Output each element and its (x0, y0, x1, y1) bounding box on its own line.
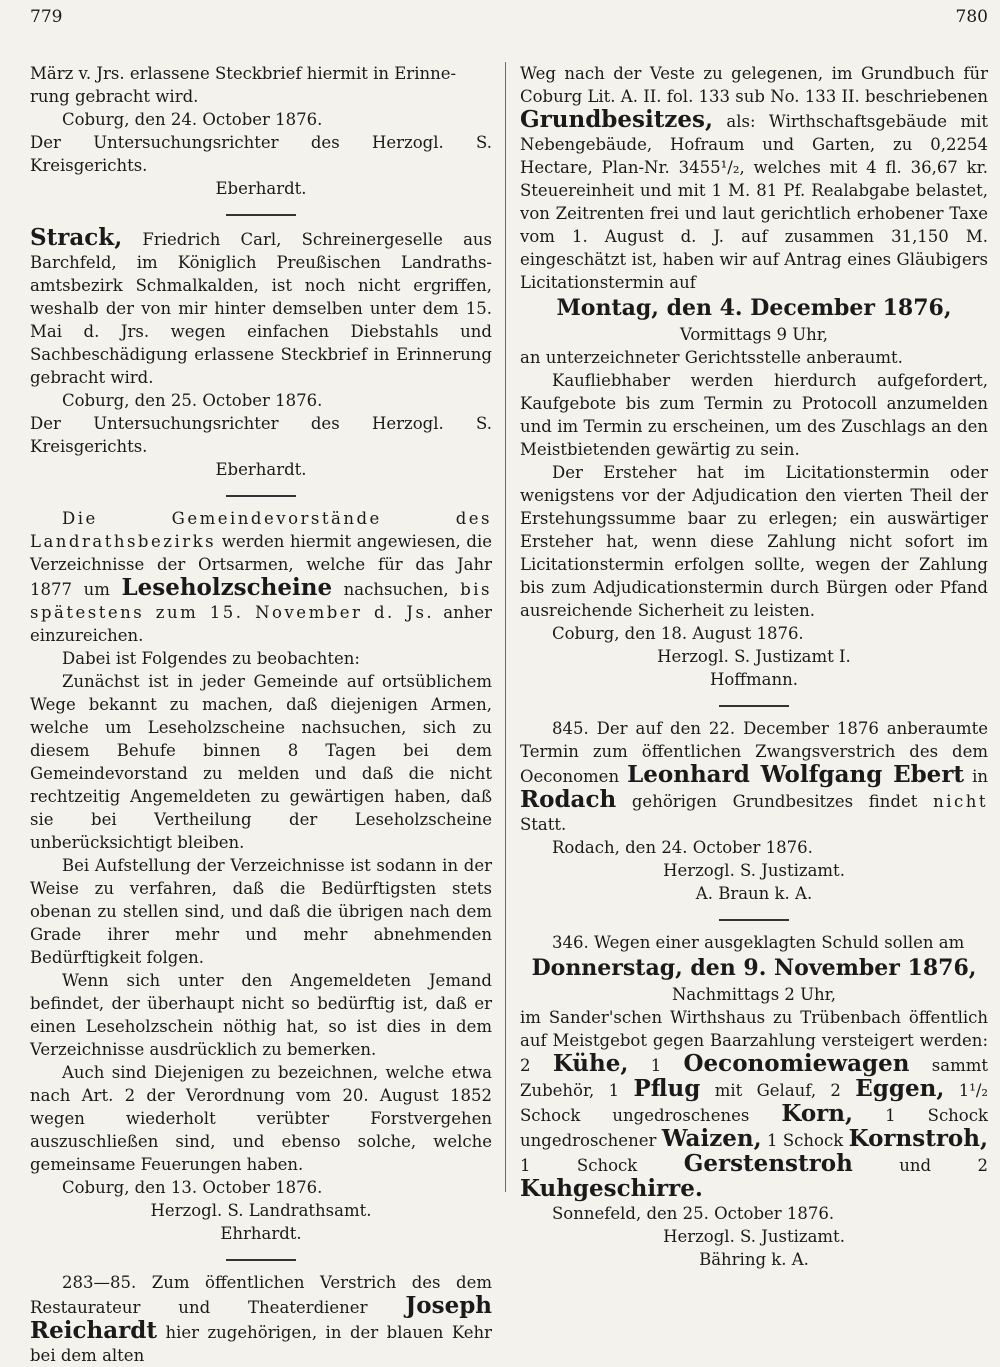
signature: Bähring k. A. (699, 1250, 809, 1269)
notice-text: Kaufliebhaber werden hierdurch aufgefordert, Kaufgebote bis zum Termin zu Protocoll anzumelden und im Termin zu erscheinen, um des Zuschlags an den Meistbietenden gewärtig zu sein. (520, 371, 988, 459)
place-date: Coburg, den 24. October 1876. (62, 110, 323, 129)
auction-time: Nachmittags 2 Uhr, (671, 985, 837, 1004)
notice-body: 845. Der auf den 22. December 1876 anberaumte Termin zum öffentlichen Zwangsverstrich des dem Oeconomen (520, 719, 988, 786)
item-oeconomiewagen: Oeconomiewagen (683, 1050, 910, 1077)
notice-leseholzscheine (30, 507, 492, 1245)
person-name: Joseph Reichardt (30, 1292, 492, 1344)
item-korn: Korn, (781, 1100, 854, 1127)
item-eggen: Eggen, (855, 1075, 945, 1102)
notice-body: 1 Schock (761, 1131, 849, 1150)
left-column (30, 62, 492, 1367)
notice-body: und 2 (852, 1156, 988, 1175)
place-date: Sonnefeld, den 25. October 1876. (552, 1204, 835, 1223)
place-date: Rodach, den 24. October 1876. (552, 838, 813, 857)
section-rule (226, 214, 296, 216)
notice-body: anher einzureichen. (30, 603, 492, 645)
person-name: Strack, (30, 224, 123, 251)
notice-body: sammt Zubehör, 1 (520, 1056, 988, 1100)
notice-text (520, 717, 988, 836)
notice-body: Statt. (520, 815, 567, 834)
section-rule (719, 919, 789, 921)
notice-text (30, 507, 492, 647)
keyword-leseholzscheine: Leseholzscheine (121, 574, 333, 601)
notice-body: 1¹/₂ Schock ungedroschenes (520, 1081, 988, 1125)
section-rule (226, 1259, 296, 1261)
notice-trubenbach-auction (520, 931, 988, 1271)
signature: Eberhardt. (215, 460, 307, 479)
page-number-right: 780 (955, 7, 988, 27)
notice-text (30, 1271, 492, 1367)
auction-time: Vormittags 9 Uhr, (679, 325, 829, 344)
notice-text: Bei Aufstellung der Verzeichnisse ist sodann in der Weise zu verfahren, daß die Bedürftigsten stets obenan zu stellen sind, und daß die übrigen nach dem Grade ihrer mehr und mehr abnehmenden Bedürftigkeit folgen. (30, 856, 492, 967)
notice-text: Wenn sich unter den Angemeldeten Jemand befindet, der überhaupt nicht so bedürftig ist, daß er einen Leseholzschein nöthig hat, so ist dies in dem Verzeichnisse ausdrücklich zu bemerken. (30, 971, 492, 1059)
section-rule (719, 705, 789, 707)
item-kuhgeschirre: Kuhgeschirre. (520, 1175, 703, 1202)
notice-body: nachsuchen, (332, 580, 461, 599)
notice-body: als: Wirthschaftsgebäude mit Nebengebäude, Hofraum und Garten, zu 0,2254 Hectare, Plan-Nr. 3455¹/₂, welches mit 4 fl. 36,67 kr. Steuereinheit und mit 1 M. 81 Pf. Realabgabe belastet, von Zeitrenten frei und laut gerichtlich erhobener Taxe vom 1. August d. J. auf zusammen 31,150 M. eingeschätzt ist, haben wir auf Antrag eines Gläubigers Licitationstermin auf (520, 112, 988, 292)
office-line: Herzogl. S. Justizamt I. (657, 647, 851, 666)
emphasis-text: Die Gemeindevorstände des Landrathsbezirks (30, 509, 492, 551)
signature: Eberhardt. (215, 179, 307, 198)
item-kornstroh: Kornstroh, (848, 1125, 989, 1152)
notice-body: 1 Schock ungedroschener (520, 1106, 988, 1150)
office-line: Der Untersuchungsrichter des Herzogl. S. Kreisgerichts. (30, 133, 492, 175)
notice-body: 1 Schock (520, 1156, 684, 1175)
notice-text: März v. Jrs. erlassene Steckbrief hiermit in Erinne- (30, 64, 457, 83)
notice-body: im Sander'schen Wirthshaus zu Trübenbach öffentlich auf Meistgebot gegen Baarzahlung versteigert werden: 2 (520, 1008, 988, 1075)
notice-body: 1 (628, 1056, 684, 1075)
deadline-text: bis spätestens zum 15. November d. Js. (30, 580, 492, 622)
notice-body: Weg nach der Veste zu gelegenen, im Grundbuch für Coburg Lit. A. II. fol. 133 sub No. 133 II. beschriebenen (520, 64, 988, 106)
place-date: Coburg, den 25. October 1876. (62, 391, 323, 410)
auction-date: Montag, den 4. December 1876, (556, 295, 952, 321)
place-date: Coburg, den 13. October 1876. (62, 1178, 323, 1197)
section-rule (226, 495, 296, 497)
notice-body: in (964, 767, 988, 786)
notice-text: Der Ersteher hat im Licitationstermin oder wenigstens vor der Adjudication den vierten Theil der Erstehungssumme baar zu erlegen; ein auswärtiger Ersteher hat, wenn diese Zahlung nicht sofort im Licitationstermin erfolgen sollte, wegen der Zahlung bis zum Adjudicationstermin durch Bürgen oder Pfand ausreichende Sicherheit zu leisten. (520, 463, 988, 620)
notice-text: an unterzeichneter Gerichtsstelle anberaumt. (520, 348, 903, 367)
item-gerstenstroh: Gerstenstroh (683, 1150, 853, 1177)
emphasis-text: nicht (933, 792, 988, 811)
item-kuehe: Kühe, (552, 1050, 629, 1077)
auction-date: Donnerstag, den 9. November 1876, (531, 955, 977, 981)
notice-text (520, 1006, 988, 1202)
notice-strack (30, 226, 492, 481)
notice-text: rung gebracht wird. (30, 87, 199, 106)
page-number-left: 779 (30, 7, 63, 27)
notice-body: 283—85. Zum öffentlichen Verstrich des dem Restaurateur und Theaterdiener (30, 1273, 492, 1317)
place-name: Rodach (520, 786, 617, 813)
notice-reichardt (30, 1271, 492, 1367)
office-line: Herzogl. S. Landrathsamt. (150, 1201, 372, 1220)
notice-warrant-reminder-1 (30, 62, 492, 200)
item-waizen: Waizen, (661, 1125, 762, 1152)
notice-body: Friedrich Carl, Schreinergeselle aus Barchfeld, im Königlich Preußischen Landraths-amtsbezirk Schmalkalden, ist noch nicht ergriffen, weshalb der von mir hinter demselben unter dem 15. Mai d. Jrs. wegen einfachen Diebstahls und Sachbeschädigung erlassene Steckbrief in Erinnerung gebracht wird. (30, 230, 492, 387)
signature: A. Braun k. A. (695, 884, 813, 903)
notice-text (520, 62, 988, 294)
item-pflug: Pflug (633, 1075, 701, 1102)
notice-text (30, 226, 492, 389)
office-line: Herzogl. S. Justizamt. (663, 1227, 845, 1246)
keyword-grundbesitzes: Grundbesitzes, (520, 106, 713, 133)
place-date: Coburg, den 18. August 1876. (552, 624, 804, 643)
notice-body: werden hiermit angewiesen, die Verzeichnisse der Ortsarmen, welche für das Jahr 1877 um (30, 532, 492, 599)
signature: Hoffmann. (709, 670, 799, 689)
signature: Ehrhardt. (220, 1224, 302, 1243)
notice-body: mit Gelauf, 2 (700, 1081, 856, 1100)
notice-text: Dabei ist Folgendes zu beobachten: (62, 649, 360, 668)
person-name: Leonhard Wolfgang Ebert (627, 761, 965, 788)
notice-reichardt-continued (520, 62, 988, 691)
notice-text: Zunächst ist in jeder Gemeinde auf ortsüblichem Wege bekannt zu machen, daß diejenigen Armen, welche um Leseholzscheine nachsuchen, sich zu diesem Behufe binnen 8 Tagen bei dem Gemeindevorstand zu melden und daß die nicht rechtzeitig Angemeldeten zu gewärtigen haben, daß sie bei Vertheilung der Leseholzscheine unberücksichtigt bleiben. (30, 672, 492, 852)
notice-text: 346. Wegen einer ausgeklagten Schuld sollen am (552, 933, 965, 952)
column-divider (505, 62, 506, 1192)
notice-text: Auch sind Diejenigen zu bezeichnen, welche etwa nach Art. 2 der Verordnung vom 20. August 1852 wegen wiederholt verübter Forstvergehen auszuschließen sind, und ebenso solche, welche gemeinsame Feuerungen haben. (30, 1063, 492, 1174)
office-line: Der Untersuchungsrichter des Herzogl. S. Kreisgerichts. (30, 414, 492, 456)
notice-body: hier zugehörigen, in der blauen Kehr bei dem alten (30, 1323, 492, 1365)
notice-body: gehörigen Grundbesitzes findet (616, 792, 934, 811)
office-line: Herzogl. S. Justizamt. (663, 861, 845, 880)
notice-ebert (520, 717, 988, 905)
right-column (520, 62, 988, 1271)
